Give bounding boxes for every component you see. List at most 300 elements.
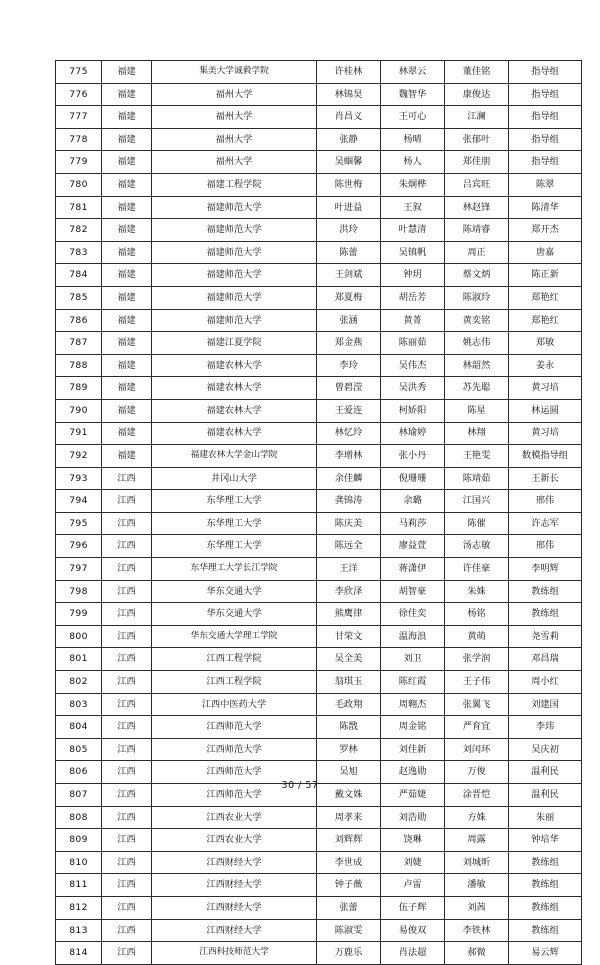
cell-school: 江西财经大学 xyxy=(152,919,317,942)
cell-school: 福建农林大学 xyxy=(152,422,317,445)
cell-index: 795 xyxy=(56,512,102,535)
cell-school: 井冈山大学 xyxy=(152,467,317,490)
table-row xyxy=(56,512,582,535)
cell-province: 江西 xyxy=(102,716,152,739)
table-row xyxy=(56,354,582,377)
table-row xyxy=(56,219,582,242)
cell-province: 福建 xyxy=(102,399,152,422)
cell-school: 福建江夏学院 xyxy=(152,332,317,355)
cell-province: 福建 xyxy=(102,151,152,174)
cell-n4: 教练组 xyxy=(509,874,582,897)
cell-index: 804 xyxy=(56,716,102,739)
cell-index: 784 xyxy=(56,264,102,287)
cell-n4: 郑艳红 xyxy=(509,286,582,309)
cell-school: 江西师范大学 xyxy=(152,716,317,739)
cell-school: 福建农林大学 xyxy=(152,399,317,422)
cell-n2: 刘卫 xyxy=(381,648,445,671)
cell-n4: 黄习培 xyxy=(509,377,582,400)
cell-n3: 林翔 xyxy=(445,422,509,445)
cell-n2: 赵逸勋 xyxy=(381,761,445,784)
cell-n1: 李玲 xyxy=(317,354,381,377)
cell-n1: 李欣泽 xyxy=(317,580,381,603)
cell-index: 814 xyxy=(56,942,102,965)
cell-n2: 林瑜婷 xyxy=(381,422,445,445)
cell-n1: 张蕾 xyxy=(317,896,381,919)
cell-n4: 尧雪莉 xyxy=(509,625,582,648)
cell-n2: 周翱杰 xyxy=(381,693,445,716)
cell-n2: 吴镇帆 xyxy=(381,241,445,264)
cell-n2: 严茹婕 xyxy=(381,784,445,807)
cell-n1: 余佳麟 xyxy=(317,467,381,490)
table-row xyxy=(56,738,582,761)
cell-province: 福建 xyxy=(102,106,152,129)
cell-n1: 王爱连 xyxy=(317,399,381,422)
table-row xyxy=(56,196,582,219)
cell-index: 801 xyxy=(56,648,102,671)
cell-n3: 王子伟 xyxy=(445,671,509,694)
cell-n4: 邢伟 xyxy=(509,490,582,513)
cell-index: 807 xyxy=(56,784,102,807)
cell-n2: 钟玥 xyxy=(381,264,445,287)
cell-n4: 教练组 xyxy=(509,896,582,919)
cell-province: 江西 xyxy=(102,693,152,716)
cell-n1: 熊鹰律 xyxy=(317,603,381,626)
cell-school: 江西财经大学 xyxy=(152,851,317,874)
cell-province: 福建 xyxy=(102,377,152,400)
cell-school: 江西师范大学 xyxy=(152,761,317,784)
cell-n3: 苏先聪 xyxy=(445,377,509,400)
table-row xyxy=(56,942,582,965)
cell-school: 江西财经大学 xyxy=(152,896,317,919)
table-row xyxy=(56,874,582,897)
table-row xyxy=(56,128,582,151)
cell-province: 福建 xyxy=(102,61,152,84)
cell-province: 福建 xyxy=(102,241,152,264)
cell-index: 803 xyxy=(56,693,102,716)
cell-index: 794 xyxy=(56,490,102,513)
cell-n3: 郑佳朋 xyxy=(445,151,509,174)
cell-n2: 易俊双 xyxy=(381,919,445,942)
cell-n1: 许桂林 xyxy=(317,61,381,84)
cell-n4: 指导组 xyxy=(509,106,582,129)
cell-n1: 陈淑雯 xyxy=(317,919,381,942)
cell-index: 798 xyxy=(56,580,102,603)
cell-n2: 卢雷 xyxy=(381,874,445,897)
page-footer xyxy=(0,780,600,791)
cell-n2: 周金铭 xyxy=(381,716,445,739)
cell-n2: 吴伟杰 xyxy=(381,354,445,377)
table-row xyxy=(56,919,582,942)
cell-n4: 陈翠 xyxy=(509,173,582,196)
cell-n1: 毛政翔 xyxy=(317,693,381,716)
cell-n3: 陈催 xyxy=(445,512,509,535)
cell-n2: 马莉莎 xyxy=(381,512,445,535)
cell-province: 江西 xyxy=(102,919,152,942)
cell-n1: 吴全美 xyxy=(317,648,381,671)
table-row xyxy=(56,332,582,355)
table-row xyxy=(56,558,582,581)
cell-school: 福建师范大学 xyxy=(152,196,317,219)
cell-n4: 易云辉 xyxy=(509,942,582,965)
cell-n2: 林翠云 xyxy=(381,61,445,84)
cell-index: 776 xyxy=(56,83,102,106)
cell-n4: 教练组 xyxy=(509,851,582,874)
cell-n4: 许志军 xyxy=(509,512,582,535)
cell-n3: 李铁林 xyxy=(445,919,509,942)
cell-province: 江西 xyxy=(102,761,152,784)
table-row xyxy=(56,286,582,309)
cell-index: 783 xyxy=(56,241,102,264)
cell-province: 江西 xyxy=(102,467,152,490)
cell-n3: 郝微 xyxy=(445,942,509,965)
cell-n4: 刘建国 xyxy=(509,693,582,716)
cell-school: 福建师范大学 xyxy=(152,264,317,287)
cell-n3: 刘闰环 xyxy=(445,738,509,761)
cell-n1: 李增林 xyxy=(317,445,381,468)
cell-n3: 林赵锋 xyxy=(445,196,509,219)
cell-province: 江西 xyxy=(102,874,152,897)
cell-n3: 涂晋恺 xyxy=(445,784,509,807)
cell-index: 793 xyxy=(56,467,102,490)
cell-n1: 翁琪玉 xyxy=(317,671,381,694)
cell-n1: 李世成 xyxy=(317,851,381,874)
cell-n1: 戴文姝 xyxy=(317,784,381,807)
cell-n4: 数模指导组 xyxy=(509,445,582,468)
cell-n1: 罗林 xyxy=(317,738,381,761)
cell-index: 782 xyxy=(56,219,102,242)
cell-n3: 陈淑玲 xyxy=(445,286,509,309)
cell-province: 江西 xyxy=(102,558,152,581)
cell-n3: 刘茜 xyxy=(445,896,509,919)
cell-province: 江西 xyxy=(102,784,152,807)
cell-n3: 江国兴 xyxy=(445,490,509,513)
cell-school: 江西财经大学 xyxy=(152,874,317,897)
cell-n4: 李明辉 xyxy=(509,558,582,581)
table-row xyxy=(56,603,582,626)
cell-school: 华东交通大学理工学院 xyxy=(152,625,317,648)
cell-n4: 温利民 xyxy=(509,784,582,807)
cell-province: 福建 xyxy=(102,196,152,219)
cell-n3: 杨铭 xyxy=(445,603,509,626)
cell-province: 江西 xyxy=(102,942,152,965)
cell-n2: 王可心 xyxy=(381,106,445,129)
table-row xyxy=(56,671,582,694)
cell-province: 江西 xyxy=(102,490,152,513)
cell-n3: 潘敏 xyxy=(445,874,509,897)
cell-n2: 魏智华 xyxy=(381,83,445,106)
cell-n4: 林运圆 xyxy=(509,399,582,422)
cell-n3: 周露 xyxy=(445,829,509,852)
cell-n2: 吴洪秀 xyxy=(381,377,445,400)
cell-n1: 王洋 xyxy=(317,558,381,581)
cell-province: 江西 xyxy=(102,648,152,671)
cell-province: 福建 xyxy=(102,83,152,106)
cell-province: 福建 xyxy=(102,332,152,355)
cell-n2: 刘浩勋 xyxy=(381,806,445,829)
cell-index: 812 xyxy=(56,896,102,919)
cell-province: 江西 xyxy=(102,580,152,603)
cell-index: 799 xyxy=(56,603,102,626)
cell-index: 802 xyxy=(56,671,102,694)
cell-province: 江西 xyxy=(102,671,152,694)
cell-index: 813 xyxy=(56,919,102,942)
cell-n4: 陈清华 xyxy=(509,196,582,219)
cell-n3: 吕宾旺 xyxy=(445,173,509,196)
cell-n3: 黄萌 xyxy=(445,625,509,648)
table-row xyxy=(56,399,582,422)
cell-n2: 蒋潇伊 xyxy=(381,558,445,581)
cell-n4: 周小红 xyxy=(509,671,582,694)
cell-province: 江西 xyxy=(102,603,152,626)
table-row xyxy=(56,264,582,287)
table-row xyxy=(56,467,582,490)
table-row xyxy=(56,625,582,648)
cell-n2: 叶慧清 xyxy=(381,219,445,242)
cell-n1: 肖昌义 xyxy=(317,106,381,129)
cell-n3: 万俊 xyxy=(445,761,509,784)
cell-school: 福州大学 xyxy=(152,128,317,151)
cell-n4: 王新长 xyxy=(509,467,582,490)
cell-school: 江西师范大学 xyxy=(152,738,317,761)
cell-province: 福建 xyxy=(102,219,152,242)
cell-n2: 廖益萱 xyxy=(381,535,445,558)
cell-n3: 黄奕铭 xyxy=(445,309,509,332)
cell-n1: 陈庆美 xyxy=(317,512,381,535)
cell-school: 东华理工大学 xyxy=(152,490,317,513)
cell-n4: 钟培华 xyxy=(509,829,582,852)
cell-n1: 钟子薇 xyxy=(317,874,381,897)
table-row xyxy=(56,490,582,513)
table-row xyxy=(56,151,582,174)
cell-province: 江西 xyxy=(102,512,152,535)
cell-school: 江西农业大学 xyxy=(152,806,317,829)
cell-index: 789 xyxy=(56,377,102,400)
cell-school: 江西中医药大学 xyxy=(152,693,317,716)
cell-index: 792 xyxy=(56,445,102,468)
table-row xyxy=(56,716,582,739)
cell-province: 福建 xyxy=(102,286,152,309)
roster-table-body xyxy=(56,61,582,965)
cell-n2: 胡岳芳 xyxy=(381,286,445,309)
cell-n2: 肖法超 xyxy=(381,942,445,965)
cell-n1: 陈远全 xyxy=(317,535,381,558)
cell-school: 东华理工大学 xyxy=(152,512,317,535)
cell-n1: 张静 xyxy=(317,128,381,151)
cell-n4: 邓昌瑞 xyxy=(509,648,582,671)
cell-n1: 周孝来 xyxy=(317,806,381,829)
cell-school: 福建师范大学 xyxy=(152,309,317,332)
cell-n4: 李玮 xyxy=(509,716,582,739)
cell-n4: 黄习培 xyxy=(509,422,582,445)
table-row xyxy=(56,422,582,445)
cell-school: 福建工程学院 xyxy=(152,173,317,196)
cell-school: 福州大学 xyxy=(152,83,317,106)
cell-school: 东华理工大学长江学院 xyxy=(152,558,317,581)
table-row xyxy=(56,106,582,129)
cell-n4: 教练组 xyxy=(509,580,582,603)
cell-n2: 倪珊珊 xyxy=(381,467,445,490)
cell-province: 江西 xyxy=(102,829,152,852)
cell-n1: 郑夏梅 xyxy=(317,286,381,309)
cell-index: 785 xyxy=(56,286,102,309)
cell-index: 780 xyxy=(56,173,102,196)
cell-province: 江西 xyxy=(102,806,152,829)
cell-index: 797 xyxy=(56,558,102,581)
cell-n2: 黄菁 xyxy=(381,309,445,332)
cell-index: 788 xyxy=(56,354,102,377)
table-row xyxy=(56,580,582,603)
cell-school: 江西工程学院 xyxy=(152,648,317,671)
cell-school: 福州大学 xyxy=(152,151,317,174)
cell-n3: 周正 xyxy=(445,241,509,264)
cell-n1: 郑金燕 xyxy=(317,332,381,355)
cell-n3: 陈靖睿 xyxy=(445,219,509,242)
cell-n2: 杨晴 xyxy=(381,128,445,151)
cell-index: 810 xyxy=(56,851,102,874)
cell-province: 福建 xyxy=(102,445,152,468)
cell-n3: 许佳豪 xyxy=(445,558,509,581)
cell-n3: 张翼飞 xyxy=(445,693,509,716)
cell-n4: 唐嘉 xyxy=(509,241,582,264)
cell-index: 809 xyxy=(56,829,102,852)
cell-n4: 郑敏 xyxy=(509,332,582,355)
cell-n3: 陈星 xyxy=(445,399,509,422)
cell-n3: 康俊达 xyxy=(445,83,509,106)
cell-index: 808 xyxy=(56,806,102,829)
cell-index: 778 xyxy=(56,128,102,151)
cell-n2: 刘婕 xyxy=(381,851,445,874)
table-row xyxy=(56,241,582,264)
cell-province: 福建 xyxy=(102,173,152,196)
cell-school: 东华理工大学 xyxy=(152,535,317,558)
cell-province: 福建 xyxy=(102,354,152,377)
cell-school: 华东交通大学 xyxy=(152,603,317,626)
cell-n1: 吴旭 xyxy=(317,761,381,784)
cell-n2: 朱炯桦 xyxy=(381,173,445,196)
cell-index: 790 xyxy=(56,399,102,422)
cell-index: 786 xyxy=(56,309,102,332)
cell-province: 江西 xyxy=(102,625,152,648)
cell-n3: 董佳铭 xyxy=(445,61,509,84)
table-row xyxy=(56,83,582,106)
cell-n2: 陈丽茹 xyxy=(381,332,445,355)
cell-province: 江西 xyxy=(102,896,152,919)
cell-n2: 杨人 xyxy=(381,151,445,174)
cell-school: 江西师范大学 xyxy=(152,784,317,807)
cell-n4: 姜永 xyxy=(509,354,582,377)
cell-n3: 陈靖茹 xyxy=(445,467,509,490)
cell-n2: 余璐 xyxy=(381,490,445,513)
cell-n4: 朱丽 xyxy=(509,806,582,829)
cell-n2: 柯娇阳 xyxy=(381,399,445,422)
cell-n4: 指导组 xyxy=(509,151,582,174)
cell-n4: 陈正新 xyxy=(509,264,582,287)
cell-province: 江西 xyxy=(102,851,152,874)
cell-index: 800 xyxy=(56,625,102,648)
cell-province: 江西 xyxy=(102,738,152,761)
cell-index: 805 xyxy=(56,738,102,761)
cell-province: 江西 xyxy=(102,535,152,558)
cell-n4: 吴庆初 xyxy=(509,738,582,761)
table-row xyxy=(56,896,582,919)
cell-school: 福建师范大学 xyxy=(152,286,317,309)
table-row xyxy=(56,61,582,84)
cell-school: 福建农林大学 xyxy=(152,377,317,400)
cell-province: 福建 xyxy=(102,128,152,151)
cell-n2: 徐佳奕 xyxy=(381,603,445,626)
cell-n1: 陈蕾 xyxy=(317,241,381,264)
cell-n4: 温利民 xyxy=(509,761,582,784)
cell-index: 777 xyxy=(56,106,102,129)
cell-n3: 汤志敏 xyxy=(445,535,509,558)
cell-index: 775 xyxy=(56,61,102,84)
cell-school: 集美大学诚毅学院 xyxy=(152,61,317,84)
cell-province: 福建 xyxy=(102,264,152,287)
cell-index: 806 xyxy=(56,761,102,784)
roster-table-container xyxy=(55,60,568,965)
cell-school: 江西科技师范大学 xyxy=(152,942,317,965)
cell-n1: 王剑斌 xyxy=(317,264,381,287)
cell-n3: 刘城昕 xyxy=(445,851,509,874)
roster-table xyxy=(55,60,582,965)
cell-n2: 饶琳 xyxy=(381,829,445,852)
cell-n1: 张涵 xyxy=(317,309,381,332)
cell-index: 779 xyxy=(56,151,102,174)
table-row xyxy=(56,648,582,671)
cell-n1: 万鹿乐 xyxy=(317,942,381,965)
cell-index: 787 xyxy=(56,332,102,355)
cell-n1: 曾碧滢 xyxy=(317,377,381,400)
cell-n4: 教练组 xyxy=(509,603,582,626)
cell-n1: 洪玲 xyxy=(317,219,381,242)
cell-n2: 刘佳新 xyxy=(381,738,445,761)
cell-n2: 陈红霞 xyxy=(381,671,445,694)
cell-n2: 伍子辉 xyxy=(381,896,445,919)
cell-n4: 教练组 xyxy=(509,919,582,942)
cell-n1: 林锦昊 xyxy=(317,83,381,106)
cell-province: 福建 xyxy=(102,422,152,445)
cell-n3: 王艳雯 xyxy=(445,445,509,468)
cell-n3: 林韶然 xyxy=(445,354,509,377)
cell-n2: 温海浪 xyxy=(381,625,445,648)
cell-n4: 邢伟 xyxy=(509,535,582,558)
cell-n2: 胡智豪 xyxy=(381,580,445,603)
cell-n1: 龚锦涛 xyxy=(317,490,381,513)
cell-n3: 张郁叶 xyxy=(445,128,509,151)
cell-school: 福建师范大学 xyxy=(152,219,317,242)
cell-n1: 林忆玲 xyxy=(317,422,381,445)
cell-school: 福建农林大学 xyxy=(152,354,317,377)
cell-n2: 王叙 xyxy=(381,196,445,219)
cell-n3: 姚志伟 xyxy=(445,332,509,355)
cell-n1: 刘辉辉 xyxy=(317,829,381,852)
table-row xyxy=(56,173,582,196)
cell-n3: 朱姝 xyxy=(445,580,509,603)
cell-n1: 陈世梅 xyxy=(317,173,381,196)
cell-index: 781 xyxy=(56,196,102,219)
page-number-label: 30 / 57 xyxy=(281,780,319,791)
cell-index: 796 xyxy=(56,535,102,558)
table-row xyxy=(56,309,582,332)
cell-n1: 叶进益 xyxy=(317,196,381,219)
cell-school: 华东交通大学 xyxy=(152,580,317,603)
cell-n2: 张小丹 xyxy=(381,445,445,468)
cell-province: 福建 xyxy=(102,309,152,332)
cell-school: 江西农业大学 xyxy=(152,829,317,852)
cell-n3: 严育宜 xyxy=(445,716,509,739)
cell-school: 江西工程学院 xyxy=(152,671,317,694)
table-row xyxy=(56,693,582,716)
